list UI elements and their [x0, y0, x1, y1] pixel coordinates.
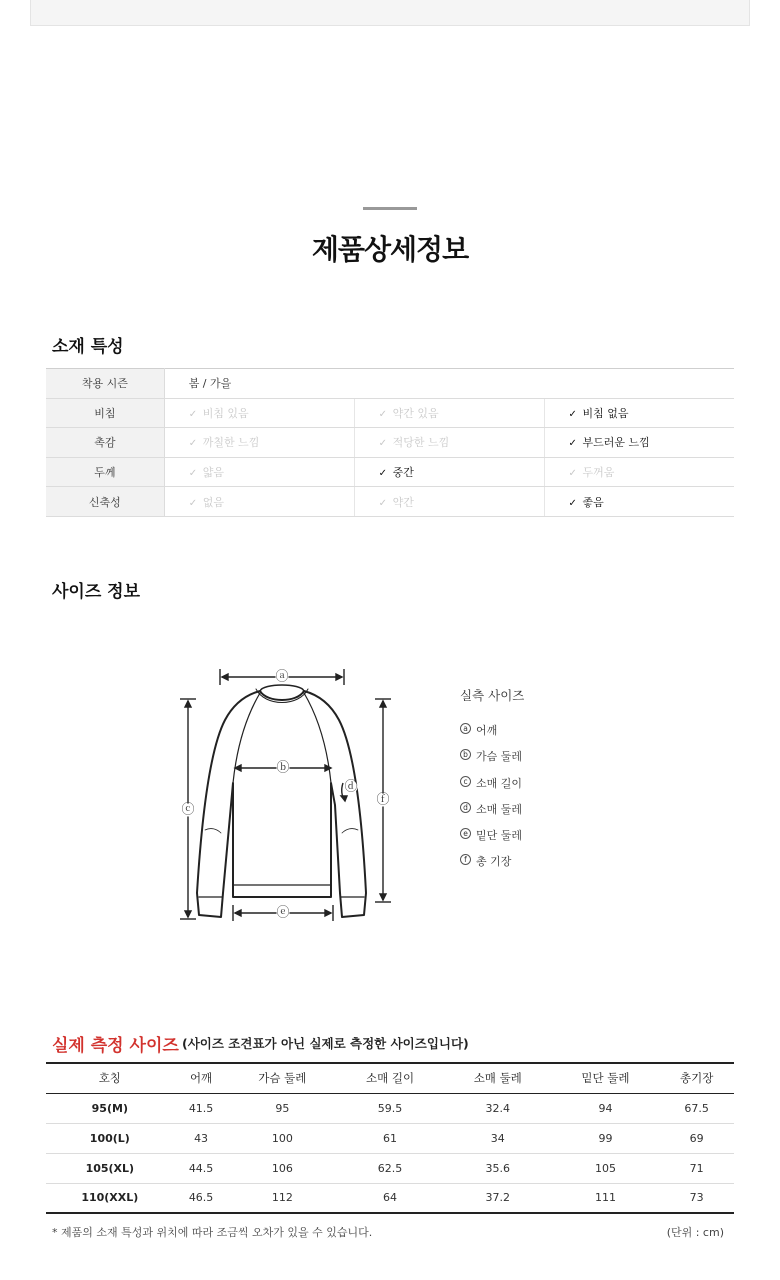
- diagram-marker: ⓑ: [276, 760, 290, 776]
- material-option-label: 중간: [392, 466, 414, 480]
- table-row: [46, 1153, 734, 1183]
- material-option: [164, 457, 354, 487]
- material-heading: 소재 특성: [52, 337, 124, 357]
- material-option: [544, 487, 734, 517]
- column-header: 어깨: [174, 1063, 229, 1093]
- check-icon: ✓: [378, 438, 387, 450]
- column-header: 소매 둘레: [444, 1063, 552, 1093]
- table-cell: 100: [229, 1123, 337, 1153]
- legend-item: [460, 853, 522, 879]
- material-row: [46, 457, 734, 487]
- legend-marker: c: [460, 776, 471, 787]
- legend-label: 소매 둘레: [476, 802, 523, 816]
- page-title: 제품상세정보: [311, 233, 469, 266]
- material-row-season: [46, 369, 734, 399]
- table-row: [46, 1093, 734, 1123]
- legend-marker: f: [460, 854, 471, 865]
- sweatshirt-diagram: [175, 665, 405, 927]
- material-option-label: 약간 있음: [392, 406, 439, 420]
- material-row: [46, 398, 734, 428]
- column-header: 밑단 둘레: [552, 1063, 660, 1093]
- material-label: 촉감: [46, 428, 164, 458]
- check-icon: ✓: [378, 468, 387, 480]
- legend-title: 실측 사이즈: [460, 688, 525, 703]
- table-cell: 43: [174, 1123, 229, 1153]
- size-info-heading: 사이즈 정보: [52, 582, 141, 602]
- table-cell: 67.5: [684, 1101, 709, 1115]
- table-cell: 35.6: [444, 1153, 552, 1183]
- material-table: [46, 368, 734, 517]
- material-option: [164, 487, 354, 517]
- material-option-label: 좋음: [582, 495, 604, 509]
- check-icon: ✓: [568, 438, 577, 450]
- legend-label: 소매 길이: [476, 776, 523, 790]
- size-name: 110(XXL): [46, 1183, 174, 1213]
- table-cell: 99: [552, 1123, 660, 1153]
- material-option: [354, 457, 544, 487]
- legend-marker: e: [460, 828, 471, 839]
- material-row: [46, 487, 734, 517]
- column-header: 호칭: [46, 1063, 174, 1093]
- material-option: [544, 428, 734, 458]
- material-option-label: 얇음: [202, 466, 224, 480]
- table-cell: 94: [598, 1101, 613, 1115]
- material-option-label: 없음: [202, 495, 224, 509]
- table-cell: 37.2: [444, 1183, 552, 1213]
- title-divider: [363, 207, 417, 210]
- measure-heading: 실제 측정 사이즈: [52, 1036, 179, 1056]
- check-icon: ✓: [568, 497, 577, 509]
- diagram-marker: ⓐ: [275, 669, 289, 685]
- check-icon: ✓: [378, 408, 387, 420]
- legend-label: 밑단 둘레: [476, 829, 523, 843]
- check-icon: ✓: [568, 408, 577, 420]
- diagram-marker: ⓕ: [376, 792, 390, 808]
- column-header: 총기장: [659, 1063, 734, 1093]
- material-row: [46, 428, 734, 458]
- table-cell: 106: [229, 1153, 337, 1183]
- material-option-label: 두꺼움: [582, 466, 615, 480]
- unit-label: (단위 : cm): [666, 1226, 724, 1239]
- material-option-label: 비침 없음: [582, 406, 629, 420]
- legend-item: [460, 722, 522, 748]
- material-option: [544, 457, 734, 487]
- material-option-label: 적당한 느낌: [392, 436, 450, 450]
- legend-marker: a: [460, 723, 471, 734]
- table-cell: 111: [552, 1183, 660, 1213]
- legend-item: [460, 827, 522, 853]
- table-cell: 34: [444, 1123, 552, 1153]
- legend-marker: d: [460, 802, 471, 813]
- material-option: [354, 398, 544, 428]
- table-cell: 44.5: [174, 1153, 229, 1183]
- table-row: [46, 1123, 734, 1153]
- size-table-header: [46, 1063, 734, 1093]
- legend-label: 총 기장: [476, 855, 512, 869]
- size-name: 95(M): [91, 1101, 128, 1115]
- material-option: [544, 398, 734, 428]
- table-cell: 61: [336, 1123, 444, 1153]
- table-row: [46, 1183, 734, 1213]
- material-option-label: 약간: [392, 495, 414, 509]
- material-label: 두께: [46, 457, 164, 487]
- table-cell: 46.5: [174, 1183, 229, 1213]
- diagram-marker: ⓒ: [181, 802, 195, 818]
- table-cell: 105: [552, 1153, 660, 1183]
- table-cell: 41.5: [188, 1101, 214, 1115]
- check-icon: ✓: [568, 468, 577, 480]
- material-label: 신축성: [46, 487, 164, 517]
- legend-item: [460, 775, 522, 801]
- table-cell: 59.5: [377, 1101, 403, 1115]
- legend-item: [460, 748, 522, 774]
- measurement-note: * 제품의 소재 특성과 위치에 따라 조금씩 오차가 있을 수 있습니다.: [52, 1226, 373, 1239]
- material-label: 착용 시즌: [46, 369, 164, 399]
- diagram-marker: ⓓ: [344, 779, 358, 795]
- check-icon: ✓: [378, 497, 387, 509]
- material-option-label: 부드러운 느낌: [582, 436, 650, 450]
- top-strip: [30, 0, 750, 26]
- legend-item: [460, 801, 522, 827]
- material-option: [354, 487, 544, 517]
- material-option: [164, 398, 354, 428]
- table-cell: 62.5: [336, 1153, 444, 1183]
- table-cell: 95: [275, 1101, 290, 1115]
- legend-label: 가슴 둘레: [476, 750, 523, 764]
- table-cell: 112: [229, 1183, 337, 1213]
- diagram-marker: ⓔ: [276, 905, 290, 921]
- table-cell: 32.4: [485, 1101, 510, 1115]
- size-table: [46, 1062, 734, 1214]
- material-option: [164, 428, 354, 458]
- legend-marker: b: [460, 749, 471, 760]
- check-icon: ✓: [188, 438, 198, 450]
- material-option-label: 까칠한 느낌: [202, 436, 260, 450]
- column-header: 가슴 둘레: [229, 1063, 337, 1093]
- table-cell: 64: [336, 1183, 444, 1213]
- check-icon: ✓: [188, 468, 198, 480]
- table-cell: 69: [659, 1123, 734, 1153]
- material-option: [354, 428, 544, 458]
- material-option-label: 비침 있음: [202, 406, 249, 420]
- column-header: 소매 길이: [336, 1063, 444, 1093]
- material-label: 비침: [46, 398, 164, 428]
- material-season-value: 봄 / 가을: [164, 369, 734, 399]
- size-legend: [460, 722, 522, 880]
- measure-subheading: (사이즈 조견표가 아닌 실제로 측정한 사이즈입니다): [182, 1036, 469, 1051]
- table-cell: 73: [659, 1183, 734, 1213]
- check-icon: ✓: [188, 408, 198, 420]
- legend-label: 어깨: [476, 724, 498, 737]
- size-name: 100(L): [46, 1123, 174, 1153]
- size-name: 105(XL): [46, 1153, 174, 1183]
- check-icon: ✓: [188, 497, 198, 509]
- table-cell: 71: [659, 1153, 734, 1183]
